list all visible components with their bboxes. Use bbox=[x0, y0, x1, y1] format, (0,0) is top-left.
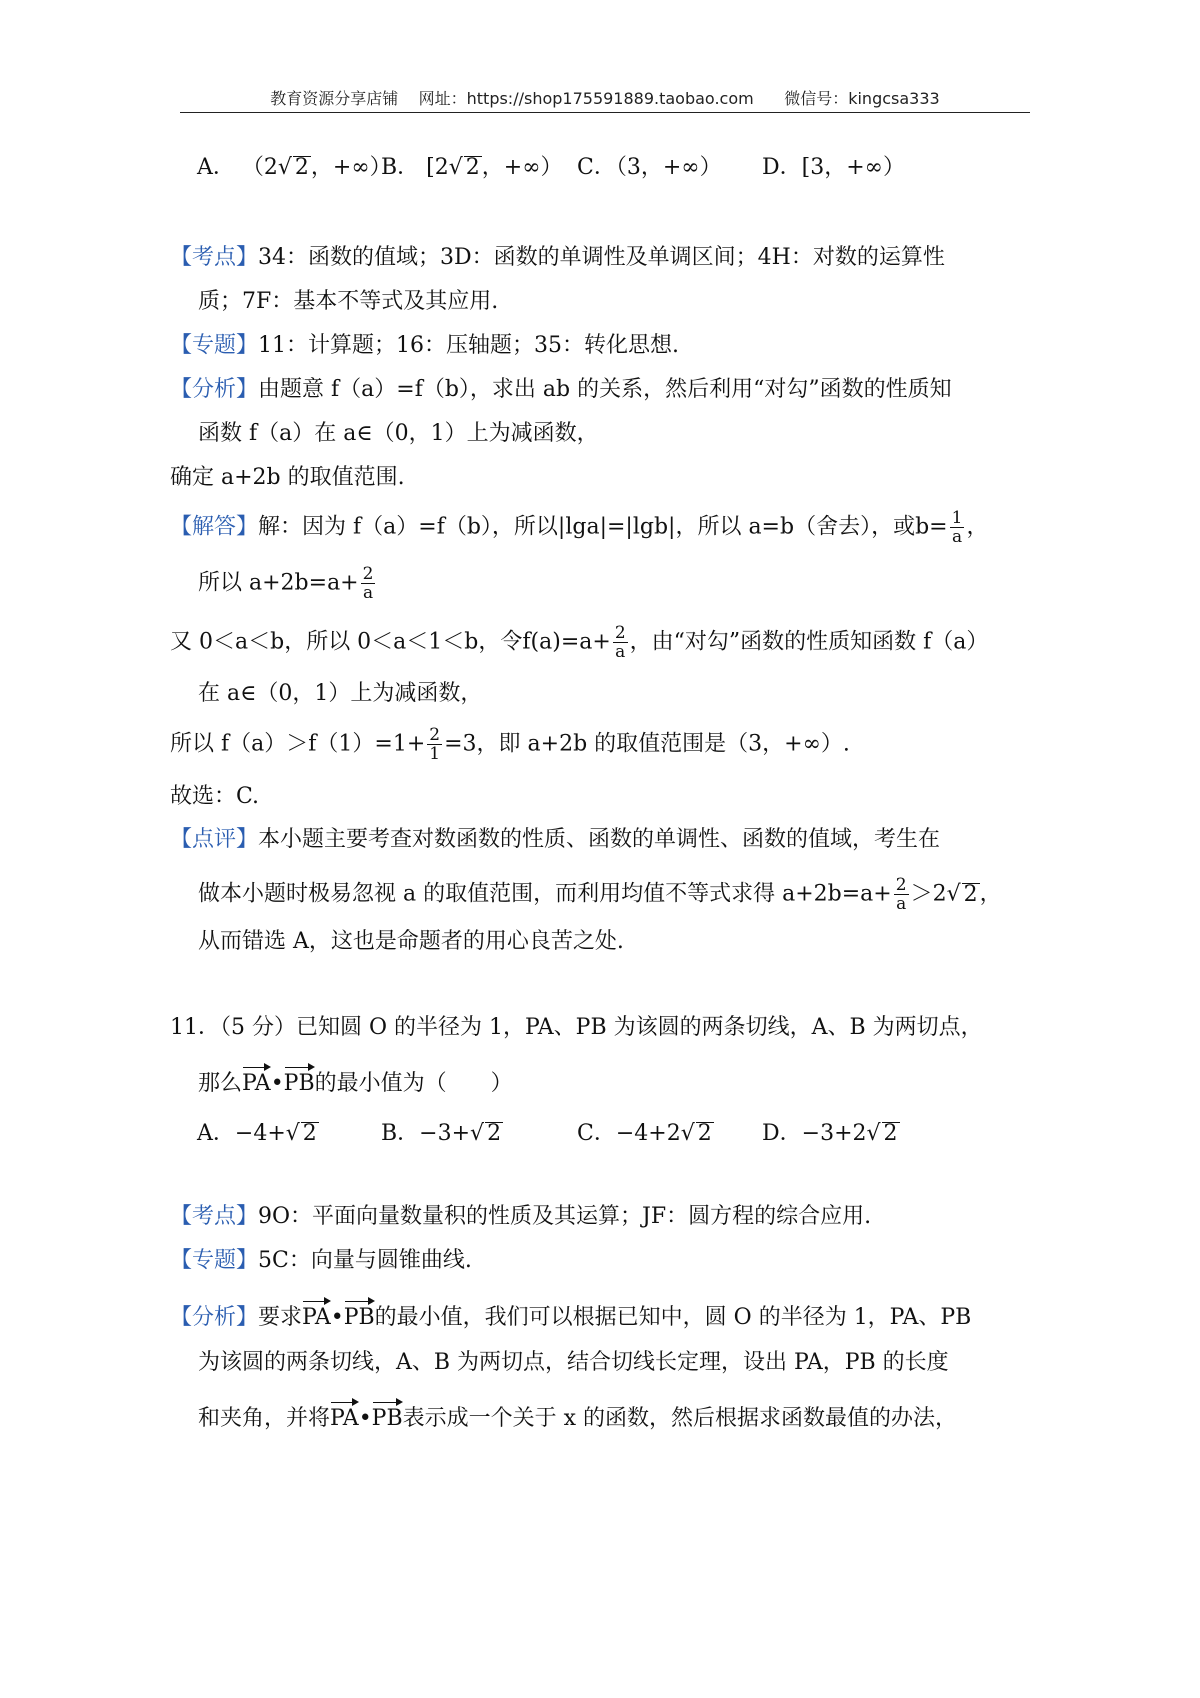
q10-option-b bbox=[381, 150, 563, 181]
kaodian-text: 9O：平面向量数量积的性质及其运算；JF：圆方程的综合应用. bbox=[258, 1204, 872, 1229]
kaodian-line-2: 质；7F：基本不等式及其应用. bbox=[198, 289, 499, 314]
q11-option-b bbox=[381, 1116, 503, 1147]
fraction-2-over-a bbox=[613, 624, 628, 661]
kaodian-tag: 【考点】 bbox=[170, 245, 259, 270]
option-label: D． bbox=[762, 1121, 802, 1146]
q11-fenxi-line-2: 为该圆的两条切线，A、B 为两切点，结合切线长定理，设出 PA，PB 的长度 bbox=[198, 1350, 949, 1375]
sqrt-sign: √ bbox=[680, 1121, 695, 1146]
sqrt-sign: √ bbox=[946, 881, 961, 907]
zhuanti-text: 5C：向量与圆锥曲线. bbox=[258, 1248, 472, 1273]
option-label: C． bbox=[577, 1121, 616, 1146]
stem-text: 那么 bbox=[198, 1071, 243, 1096]
dianping-line-3: 从而错选 A，这也是命题者的用心良苦之处. bbox=[198, 929, 624, 954]
jieda-tag: 【解答】 bbox=[170, 514, 259, 540]
kaodian-text: 34：函数的值域；3D：函数的单调性及单调区间；4H：对数的运算性 bbox=[258, 245, 945, 270]
dot-operator: • bbox=[270, 1071, 284, 1096]
zhuanti-text: 11：计算题；16：压轴题；35：转化思想. bbox=[258, 333, 679, 358]
sqrt-sign: √ bbox=[470, 1121, 485, 1146]
jieda-line-3 bbox=[170, 624, 988, 661]
sqrt-sign: √ bbox=[448, 155, 463, 180]
option-label: A． bbox=[197, 155, 235, 180]
option-formula: −3+ bbox=[419, 1121, 471, 1146]
fraction-2-over-a bbox=[894, 876, 909, 913]
option-a-left: （2 bbox=[241, 155, 278, 180]
vector-pa: PA bbox=[302, 1297, 331, 1333]
q10-option-c bbox=[577, 150, 722, 181]
formula-b: b= bbox=[915, 514, 948, 540]
q11-option-a bbox=[197, 1116, 319, 1147]
dot-operator: • bbox=[358, 1406, 372, 1431]
q11-option-c bbox=[577, 1116, 714, 1147]
jieda-text: 所以 f（a）＞f（1）=1+ bbox=[170, 731, 426, 757]
radicand: 2 bbox=[294, 155, 309, 180]
jieda-line-5 bbox=[170, 726, 850, 763]
sqrt-sign: √ bbox=[866, 1121, 881, 1146]
fenxi-text: 要求 bbox=[258, 1305, 303, 1330]
dianping-text: 做本小题时极易忽视 a 的取值范围，而利用均值不等式求得 a+2b= bbox=[198, 881, 861, 907]
radicand: 2 bbox=[883, 1121, 898, 1146]
denominator: a bbox=[615, 642, 626, 662]
denominator: 1 bbox=[429, 744, 441, 764]
option-b-left: [2 bbox=[426, 155, 449, 180]
fenxi-line-3: 确定 a+2b 的取值范围. bbox=[170, 465, 405, 490]
option-label: B． bbox=[381, 155, 420, 180]
dianping-tag: 【点评】 bbox=[170, 827, 259, 852]
option-value: （3，+∞） bbox=[615, 155, 722, 180]
vector-pa: PA bbox=[242, 1063, 271, 1099]
option-b-right: ，+∞） bbox=[481, 155, 563, 180]
option-value: [3，+∞） bbox=[801, 155, 905, 180]
jieda-text-end: =3，即 a+2b 的取值范围是（3，+∞）. bbox=[444, 731, 850, 757]
q10-option-a bbox=[197, 150, 392, 181]
fenxi-tag: 【分析】 bbox=[170, 1305, 259, 1330]
radicand: 2 bbox=[487, 1121, 502, 1146]
jieda-text-end: ，由“对勾”函数的性质知函数 f（a） bbox=[629, 629, 989, 655]
option-formula: −3+2 bbox=[801, 1121, 867, 1146]
formula-a-plus: a+ bbox=[327, 570, 359, 596]
punct: ， bbox=[979, 881, 1002, 907]
zhuanti-line bbox=[170, 331, 679, 361]
option-label: D． bbox=[762, 155, 802, 180]
dianping-text: 本小题主要考查对数函数的性质、函数的单调性、函数的值域，考生在 bbox=[258, 827, 941, 852]
jieda-line-2 bbox=[198, 565, 377, 602]
numerator: 2 bbox=[895, 875, 907, 895]
jieda-line-4: 在 a∈（0，1）上为减函数， bbox=[198, 681, 483, 706]
vector-pa: PA bbox=[330, 1398, 359, 1434]
jieda-line-1 bbox=[170, 509, 988, 546]
radicand: 2 bbox=[963, 881, 978, 907]
option-formula: −4+ bbox=[234, 1121, 286, 1146]
radicand: 2 bbox=[465, 155, 480, 180]
vector-pb: PB bbox=[372, 1398, 403, 1434]
formula-a-plus: a+ bbox=[860, 881, 892, 907]
zhuanti-tag: 【专题】 bbox=[170, 1248, 259, 1273]
q11-fenxi-line-3 bbox=[198, 1398, 957, 1434]
guxuan-line: 故选：C. bbox=[170, 784, 260, 809]
zhuanti-tag: 【专题】 bbox=[170, 333, 259, 358]
vector-pb: PB bbox=[344, 1297, 375, 1333]
option-label: B． bbox=[381, 1121, 420, 1146]
fenxi-line-2: 函数 f（a）在 a∈（0，1）上为减函数， bbox=[198, 421, 599, 446]
q10-option-d bbox=[762, 150, 905, 181]
q11-fenxi-line-1 bbox=[170, 1297, 971, 1333]
radicand: 2 bbox=[697, 1121, 712, 1146]
jieda-text: 又 0＜a＜b，所以 0＜a＜1＜b，令 bbox=[170, 629, 523, 655]
denominator: a bbox=[896, 894, 907, 914]
header-divider bbox=[180, 112, 1030, 113]
denominator: a bbox=[951, 527, 963, 547]
fenxi-text: 和夹角，并将 bbox=[198, 1406, 331, 1431]
numerator: 2 bbox=[362, 564, 374, 584]
option-label: A． bbox=[197, 1121, 235, 1146]
numerator: 2 bbox=[429, 725, 441, 745]
dot-operator: • bbox=[330, 1305, 344, 1330]
option-formula: −4+2 bbox=[615, 1121, 681, 1146]
dianping-line-2 bbox=[198, 876, 1002, 913]
fenxi-text-end: 的最小值，我们可以根据已知中，圆 O 的半径为 1，PA、PB bbox=[374, 1305, 972, 1330]
q11-kaodian-line bbox=[170, 1202, 871, 1232]
fraction-2-over-a bbox=[361, 565, 376, 602]
formula-gt: ＞2 bbox=[910, 881, 947, 907]
fraction-2-over-1 bbox=[427, 726, 442, 763]
sqrt-sign: √ bbox=[285, 1121, 300, 1146]
jieda-text: 所以 a+2b= bbox=[198, 570, 328, 596]
vector-pb: PB bbox=[284, 1063, 315, 1099]
kaodian-line-1 bbox=[170, 243, 945, 273]
option-a-right: ，+∞） bbox=[310, 155, 392, 180]
jieda-text: 解：因为 f（a）=f（b），所以|lga|=|lgb|，所以 a=b（舍去），或 bbox=[258, 514, 916, 540]
fenxi-tag: 【分析】 bbox=[170, 377, 259, 402]
q11-stem-line-2 bbox=[198, 1063, 513, 1099]
sqrt-sign: √ bbox=[277, 155, 292, 180]
formula-f-a: f(a)=a+ bbox=[522, 629, 611, 655]
radicand: 2 bbox=[302, 1121, 317, 1146]
fenxi-line-1 bbox=[170, 375, 952, 405]
fraction-1-over-a bbox=[950, 509, 965, 546]
fenxi-text-end: 表示成一个关于 x 的函数，然后根据求函数最值的办法， bbox=[402, 1406, 958, 1431]
denominator: a bbox=[362, 583, 374, 603]
option-label: C． bbox=[577, 155, 616, 180]
q11-option-d bbox=[762, 1116, 900, 1147]
punct: ， bbox=[966, 514, 989, 540]
q11-stem-line-1: 11．（5 分）已知圆 O 的半径为 1，PA、PB 为该圆的两条切线，A、B 为两切点， bbox=[170, 1015, 983, 1040]
page-header: 教育资源分享店铺 网址：https://shop175591889.taobao.com 微信号：kingcsa333 bbox=[270, 89, 940, 108]
dianping-line-1 bbox=[170, 825, 940, 855]
fenxi-text: 由题意 f（a）=f（b），求出 ab 的关系，然后利用“对勾”函数的性质知 bbox=[258, 377, 952, 402]
q11-zhuanti-line bbox=[170, 1246, 472, 1276]
stem-text-end: 的最小值为（ ） bbox=[314, 1071, 513, 1096]
numerator: 1 bbox=[951, 508, 963, 528]
numerator: 2 bbox=[614, 623, 626, 643]
kaodian-tag: 【考点】 bbox=[170, 1204, 259, 1229]
